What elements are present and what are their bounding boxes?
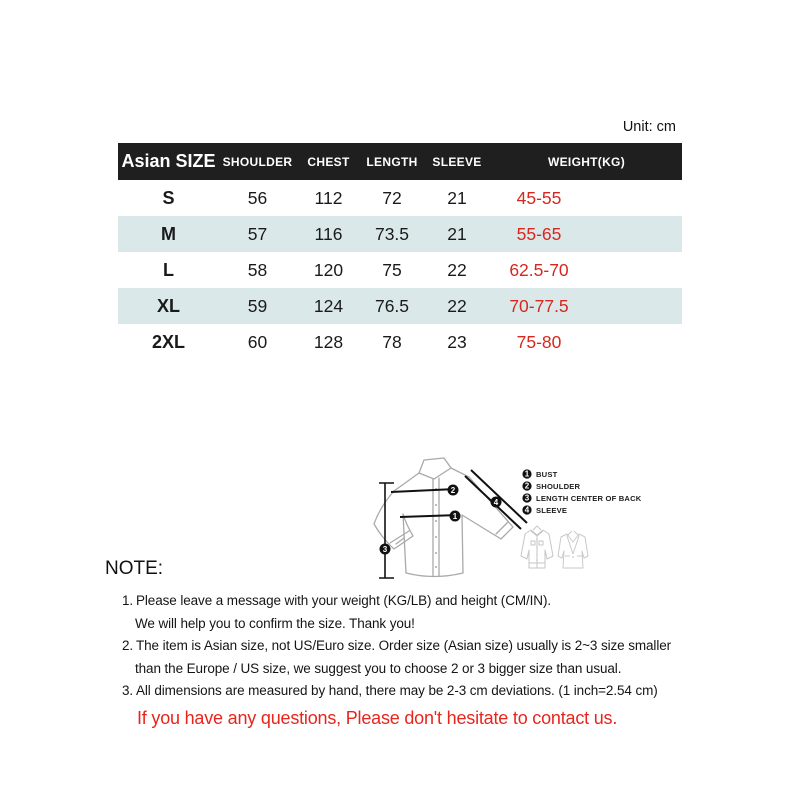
chest-value: 120 xyxy=(313,259,344,280)
diagram-legend xyxy=(522,469,641,514)
marker-length xyxy=(380,544,391,555)
note-item-1-line-1: 1. Please leave a message with your weight (KG/LB) and height (CM/IN). xyxy=(122,593,551,608)
shoulder-measure-line xyxy=(391,489,456,492)
marker-bust xyxy=(450,511,461,522)
marker-sleeve xyxy=(491,497,502,508)
size-table-header-row xyxy=(118,143,682,180)
length-measure-line xyxy=(379,483,394,578)
column-header-sleeve: SLEEVE xyxy=(432,154,482,169)
svg-text:2: 2 xyxy=(524,481,530,491)
sleeve-value: 22 xyxy=(447,295,467,316)
legend-item-sleeve xyxy=(522,505,567,514)
length-value: 72 xyxy=(382,187,402,208)
weight-value: 55-65 xyxy=(516,223,562,244)
svg-text:3: 3 xyxy=(524,493,530,503)
size-label: M xyxy=(161,223,176,244)
size-label: L xyxy=(163,259,174,280)
svg-text:LENGTH CENTER OF BACK: LENGTH CENTER OF BACK xyxy=(536,493,642,503)
size-table xyxy=(118,143,682,360)
table-row-s xyxy=(118,180,682,216)
contact-message: If you have any questions, Please don't hesitate to contact us. xyxy=(137,708,618,728)
chest-value: 124 xyxy=(313,295,344,316)
column-header-shoulder: SHOULDER xyxy=(222,154,293,169)
svg-text:SLEEVE: SLEEVE xyxy=(536,505,568,515)
weight-value: 62.5-70 xyxy=(509,259,569,280)
length-value: 75 xyxy=(382,259,402,280)
chest-value: 112 xyxy=(314,187,343,208)
table-row-m xyxy=(118,216,682,252)
table-row-l xyxy=(118,252,682,288)
svg-text:1: 1 xyxy=(524,469,530,479)
table-row-xl xyxy=(118,288,682,324)
chest-value: 116 xyxy=(314,223,343,244)
note-item-3-line-1: 3. All dimensions are measured by hand, there may be 2-3 cm deviations. (1 inch=2.54 cm) xyxy=(122,683,658,698)
note-item-2-line-2: than the Europe / US size, we suggest you to choose 2 or 3 bigger size than usual. xyxy=(135,660,622,676)
marker-shoulder xyxy=(448,485,459,496)
length-value: 73.5 xyxy=(374,223,410,244)
note-title: NOTE: xyxy=(105,558,164,579)
measurement-diagram xyxy=(360,445,660,595)
size-label: S xyxy=(162,187,175,208)
svg-text:1: 1 xyxy=(452,511,458,521)
chest-value: 128 xyxy=(313,331,344,352)
legend-item-bust xyxy=(522,469,557,478)
column-header-weight: WEIGHT(KG) xyxy=(548,154,625,169)
weight-value: 70-77.5 xyxy=(509,295,569,316)
weight-value: 75-80 xyxy=(516,331,562,352)
size-label: XL xyxy=(156,295,180,316)
svg-text:2: 2 xyxy=(450,485,456,495)
sleeve-value: 21 xyxy=(447,187,467,208)
note-item-1-line-2: We will help you to confirm the size. Thank you! xyxy=(135,615,415,631)
shirt-drawing xyxy=(374,458,513,577)
column-header-asian-size: Asian SIZE xyxy=(121,151,216,171)
sleeve-value: 23 xyxy=(447,331,467,352)
shoulder-value: 58 xyxy=(247,259,268,280)
svg-text:4: 4 xyxy=(493,497,499,507)
blazer-sketch-front xyxy=(558,531,588,568)
shoulder-value: 59 xyxy=(247,295,268,316)
sleeve-value: 21 xyxy=(447,223,467,244)
shoulder-value: 56 xyxy=(247,187,268,208)
jacket-sketch-front xyxy=(521,526,553,568)
shoulder-value: 57 xyxy=(247,223,268,244)
svg-text:3: 3 xyxy=(382,544,388,554)
legend-item-length xyxy=(522,493,641,502)
svg-text:BUST: BUST xyxy=(536,469,558,479)
legend-item-shoulder xyxy=(522,481,580,490)
shoulder-value: 60 xyxy=(247,331,268,352)
table-row-2xl xyxy=(118,324,682,360)
length-value: 78 xyxy=(382,331,402,352)
weight-value: 45-55 xyxy=(516,187,562,208)
column-header-length: LENGTH xyxy=(366,154,418,169)
column-header-chest: CHEST xyxy=(307,154,350,169)
svg-text:SHOULDER: SHOULDER xyxy=(536,481,581,491)
size-label: 2XL xyxy=(151,331,185,352)
note-item-2-line-1: 2. The item is Asian size, not US/Euro size. Order size (Asian size) usually is 2~3 size smaller xyxy=(122,638,672,653)
svg-text:4: 4 xyxy=(524,505,530,515)
note-list xyxy=(122,590,671,703)
unit-label: Unit: cm xyxy=(622,119,676,135)
sleeve-value: 22 xyxy=(447,259,467,280)
length-value: 76.5 xyxy=(374,295,410,316)
